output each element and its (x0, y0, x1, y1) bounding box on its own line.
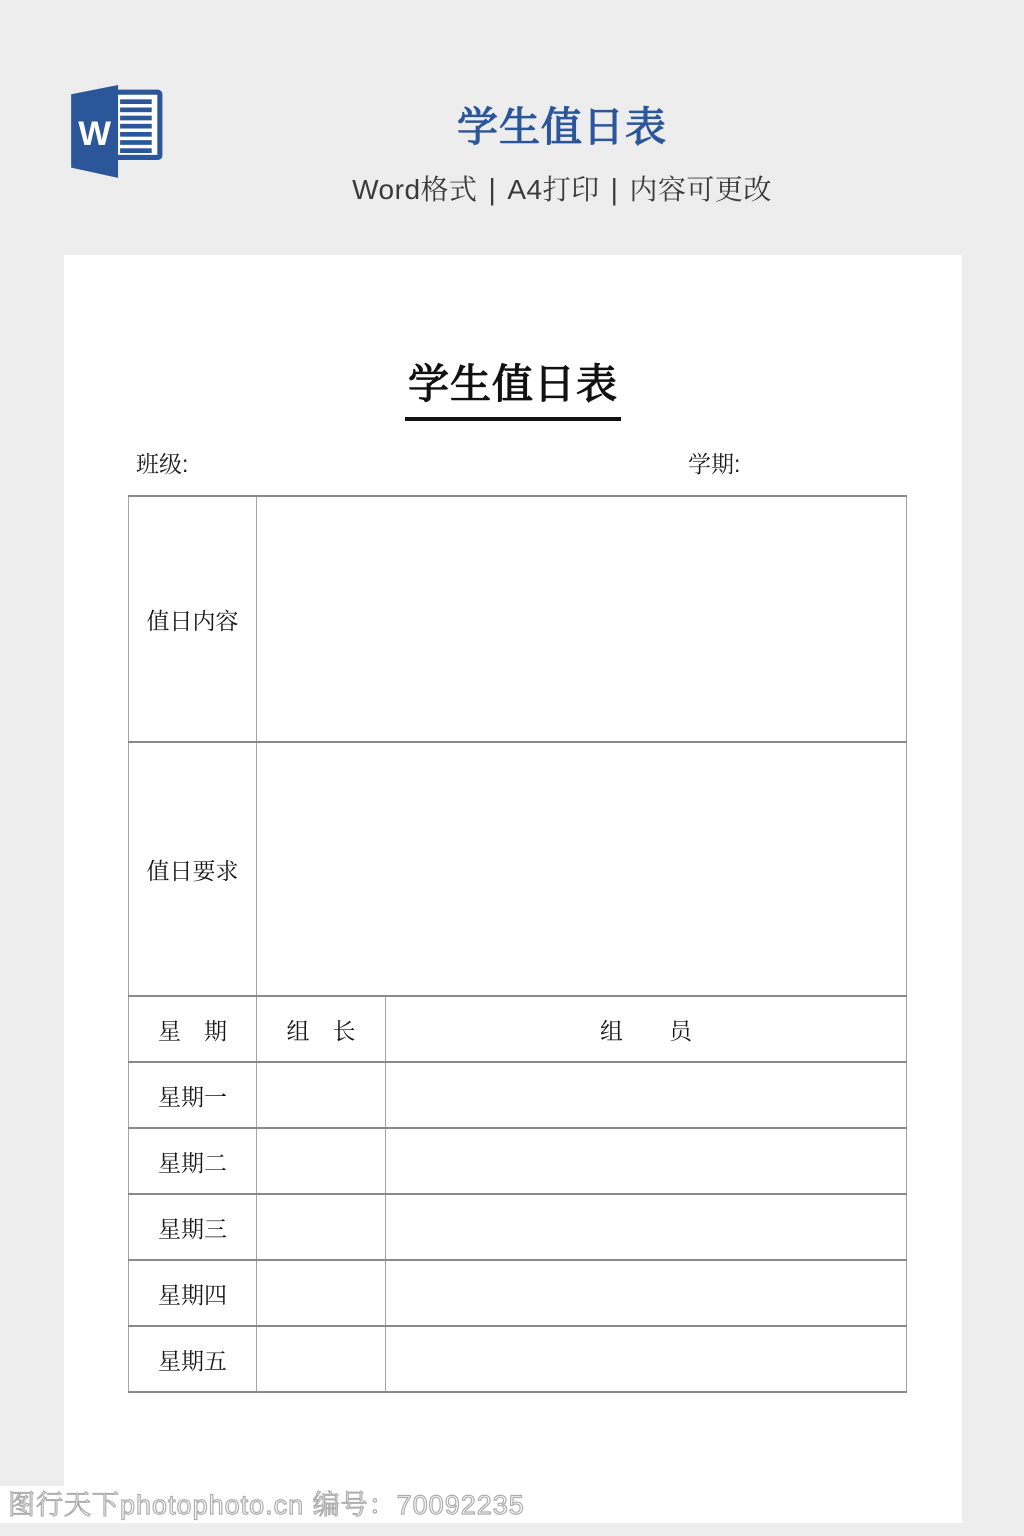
leader-cell (257, 1326, 386, 1392)
day-label: 星期三 (129, 1194, 257, 1260)
table-row-duty-requirements (129, 742, 907, 996)
subtitle-editable: 内容可更改 (629, 174, 772, 205)
day-label: 星期五 (129, 1326, 257, 1392)
duty-content-cell (257, 496, 907, 742)
table-header-row (129, 996, 907, 1062)
document-title: 学生值日表 (405, 351, 621, 421)
subtitle-format: Word格式 (352, 174, 478, 205)
table-row-thursday (129, 1260, 907, 1326)
document-page (64, 255, 962, 1523)
members-cell (386, 1260, 907, 1326)
leader-cell (257, 1194, 386, 1260)
day-label: 星期二 (129, 1128, 257, 1194)
column-header-leader: 组 长 (257, 996, 386, 1062)
leader-cell (257, 1260, 386, 1326)
duty-roster-table (128, 495, 907, 1393)
watermark-text: 图行天下photophoto.cn 编号：70092235 (8, 1490, 525, 1520)
document-meta-row (64, 446, 962, 476)
duty-requirements-label: 值日要求 (129, 742, 257, 996)
duty-content-label: 值日内容 (129, 496, 257, 742)
word-icon-letter: W (78, 115, 111, 154)
day-label: 星期一 (129, 1062, 257, 1128)
table-row-friday (129, 1326, 907, 1392)
table-row-monday (129, 1062, 907, 1128)
members-cell (386, 1062, 907, 1128)
template-preview-header (0, 0, 1024, 255)
members-cell (386, 1194, 907, 1260)
subtitle-separator: | (488, 173, 497, 206)
column-header-day: 星 期 (129, 996, 257, 1062)
document-title-wrap (64, 351, 962, 421)
duty-requirements-cell (257, 742, 907, 996)
subtitle-separator: | (610, 173, 619, 206)
semester-label: 学期: (688, 451, 741, 477)
word-document-icon (63, 82, 167, 184)
watermark-band (0, 1486, 962, 1523)
subtitle-print: A4打印 (507, 174, 600, 205)
table-row-wednesday (129, 1194, 907, 1260)
leader-cell (257, 1128, 386, 1194)
table-row-tuesday (129, 1128, 907, 1194)
members-cell (386, 1128, 907, 1194)
table-row-duty-content (129, 496, 907, 742)
template-subtitle (352, 168, 772, 208)
class-label: 班级: (136, 451, 189, 477)
column-header-members: 组 员 (386, 996, 907, 1062)
template-title: 学生值日表 (456, 104, 667, 150)
leader-cell (257, 1062, 386, 1128)
header-text-block (352, 94, 772, 208)
members-cell (386, 1326, 907, 1392)
day-label: 星期四 (129, 1260, 257, 1326)
